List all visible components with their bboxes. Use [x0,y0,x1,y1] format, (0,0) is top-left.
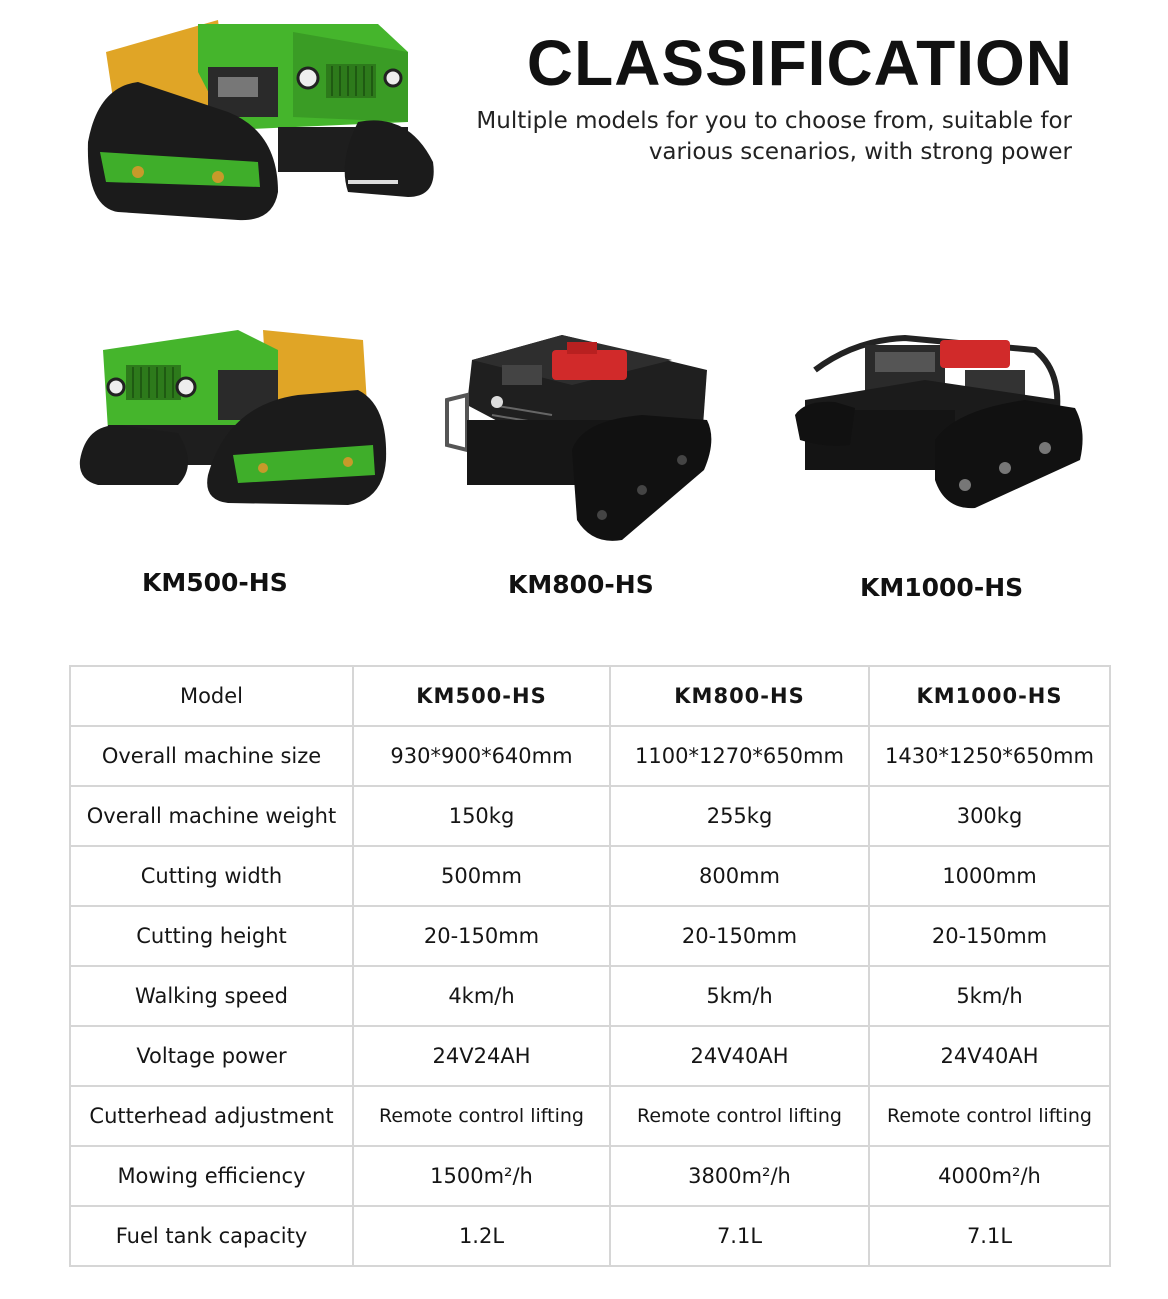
table-row [70,846,1110,906]
table-cell: 24V24AH [353,1026,610,1086]
table-row [70,786,1110,846]
row-label: Overall machine weight [70,786,353,846]
model-name-km500: KM500-HS [142,568,288,597]
table-cell: 5km/h [869,966,1110,1026]
table-cell: 1000mm [869,846,1110,906]
row-label: Fuel tank capacity [70,1206,353,1266]
table-cell: 24V40AH [869,1026,1110,1086]
table-cell: 800mm [610,846,869,906]
table-cell: 5km/h [610,966,869,1026]
table-cell: 24V40AH [610,1026,869,1086]
row-label: Overall machine size [70,726,353,786]
table-cell: 255kg [610,786,869,846]
model-card-km800 [442,330,717,545]
subtitle-line-2: various scenarios, with strong power [648,139,1072,165]
table-cell: Remote control lifting [610,1086,869,1146]
table-row [70,1086,1110,1146]
model-name-km800: KM800-HS [508,570,654,599]
table-cell: Remote control lifting [353,1086,610,1146]
table-row [70,726,1110,786]
header-cell: KM1000-HS [869,666,1110,726]
spec-table [69,665,1111,1267]
table-row [70,1206,1110,1266]
header-cell: KM800-HS [610,666,869,726]
black-tracked-mower-frame-image [795,330,1090,510]
table-cell: 20-150mm [869,906,1110,966]
header-cell: Model [70,666,353,726]
black-tracked-mower-image [442,330,717,545]
table-cell: 20-150mm [353,906,610,966]
table-cell: 1500m²/h [353,1146,610,1206]
table-cell: 300kg [869,786,1110,846]
table-cell: 3800m²/h [610,1146,869,1206]
table-cell: 7.1L [610,1206,869,1266]
table-cell: 4000m²/h [869,1146,1110,1206]
table-row [70,906,1110,966]
header-cell: KM500-HS [353,666,610,726]
row-label: Cutterhead adjustment [70,1086,353,1146]
table-cell: 500mm [353,846,610,906]
table-cell: 7.1L [869,1206,1110,1266]
row-label: Cutting height [70,906,353,966]
row-label: Voltage power [70,1026,353,1086]
table-row [70,1026,1110,1086]
subtitle-line-1: Multiple models for you to choose from, suitable for [476,108,1072,134]
table-cell: 150kg [353,786,610,846]
table-row [70,1146,1110,1206]
table-cell: 4km/h [353,966,610,1026]
model-card-km1000 [795,330,1090,510]
table-cell: Remote control lifting [869,1086,1110,1146]
model-card-km500 [78,325,390,515]
row-label: Mowing efficiency [70,1146,353,1206]
table-cell: 930*900*640mm [353,726,610,786]
table-cell: 1.2L [353,1206,610,1266]
table-header-row [70,666,1110,726]
model-name-km1000: KM1000-HS [860,573,1024,602]
table-row [70,966,1110,1026]
table-cell: 20-150mm [610,906,869,966]
table-cell: 1100*1270*650mm [610,726,869,786]
row-label: Walking speed [70,966,353,1026]
page-title: CLASSIFICATION [526,27,1073,99]
green-tracked-mower-image [78,325,390,515]
row-label: Cutting width [70,846,353,906]
page-subtitle [372,106,1072,168]
table-cell: 1430*1250*650mm [869,726,1110,786]
